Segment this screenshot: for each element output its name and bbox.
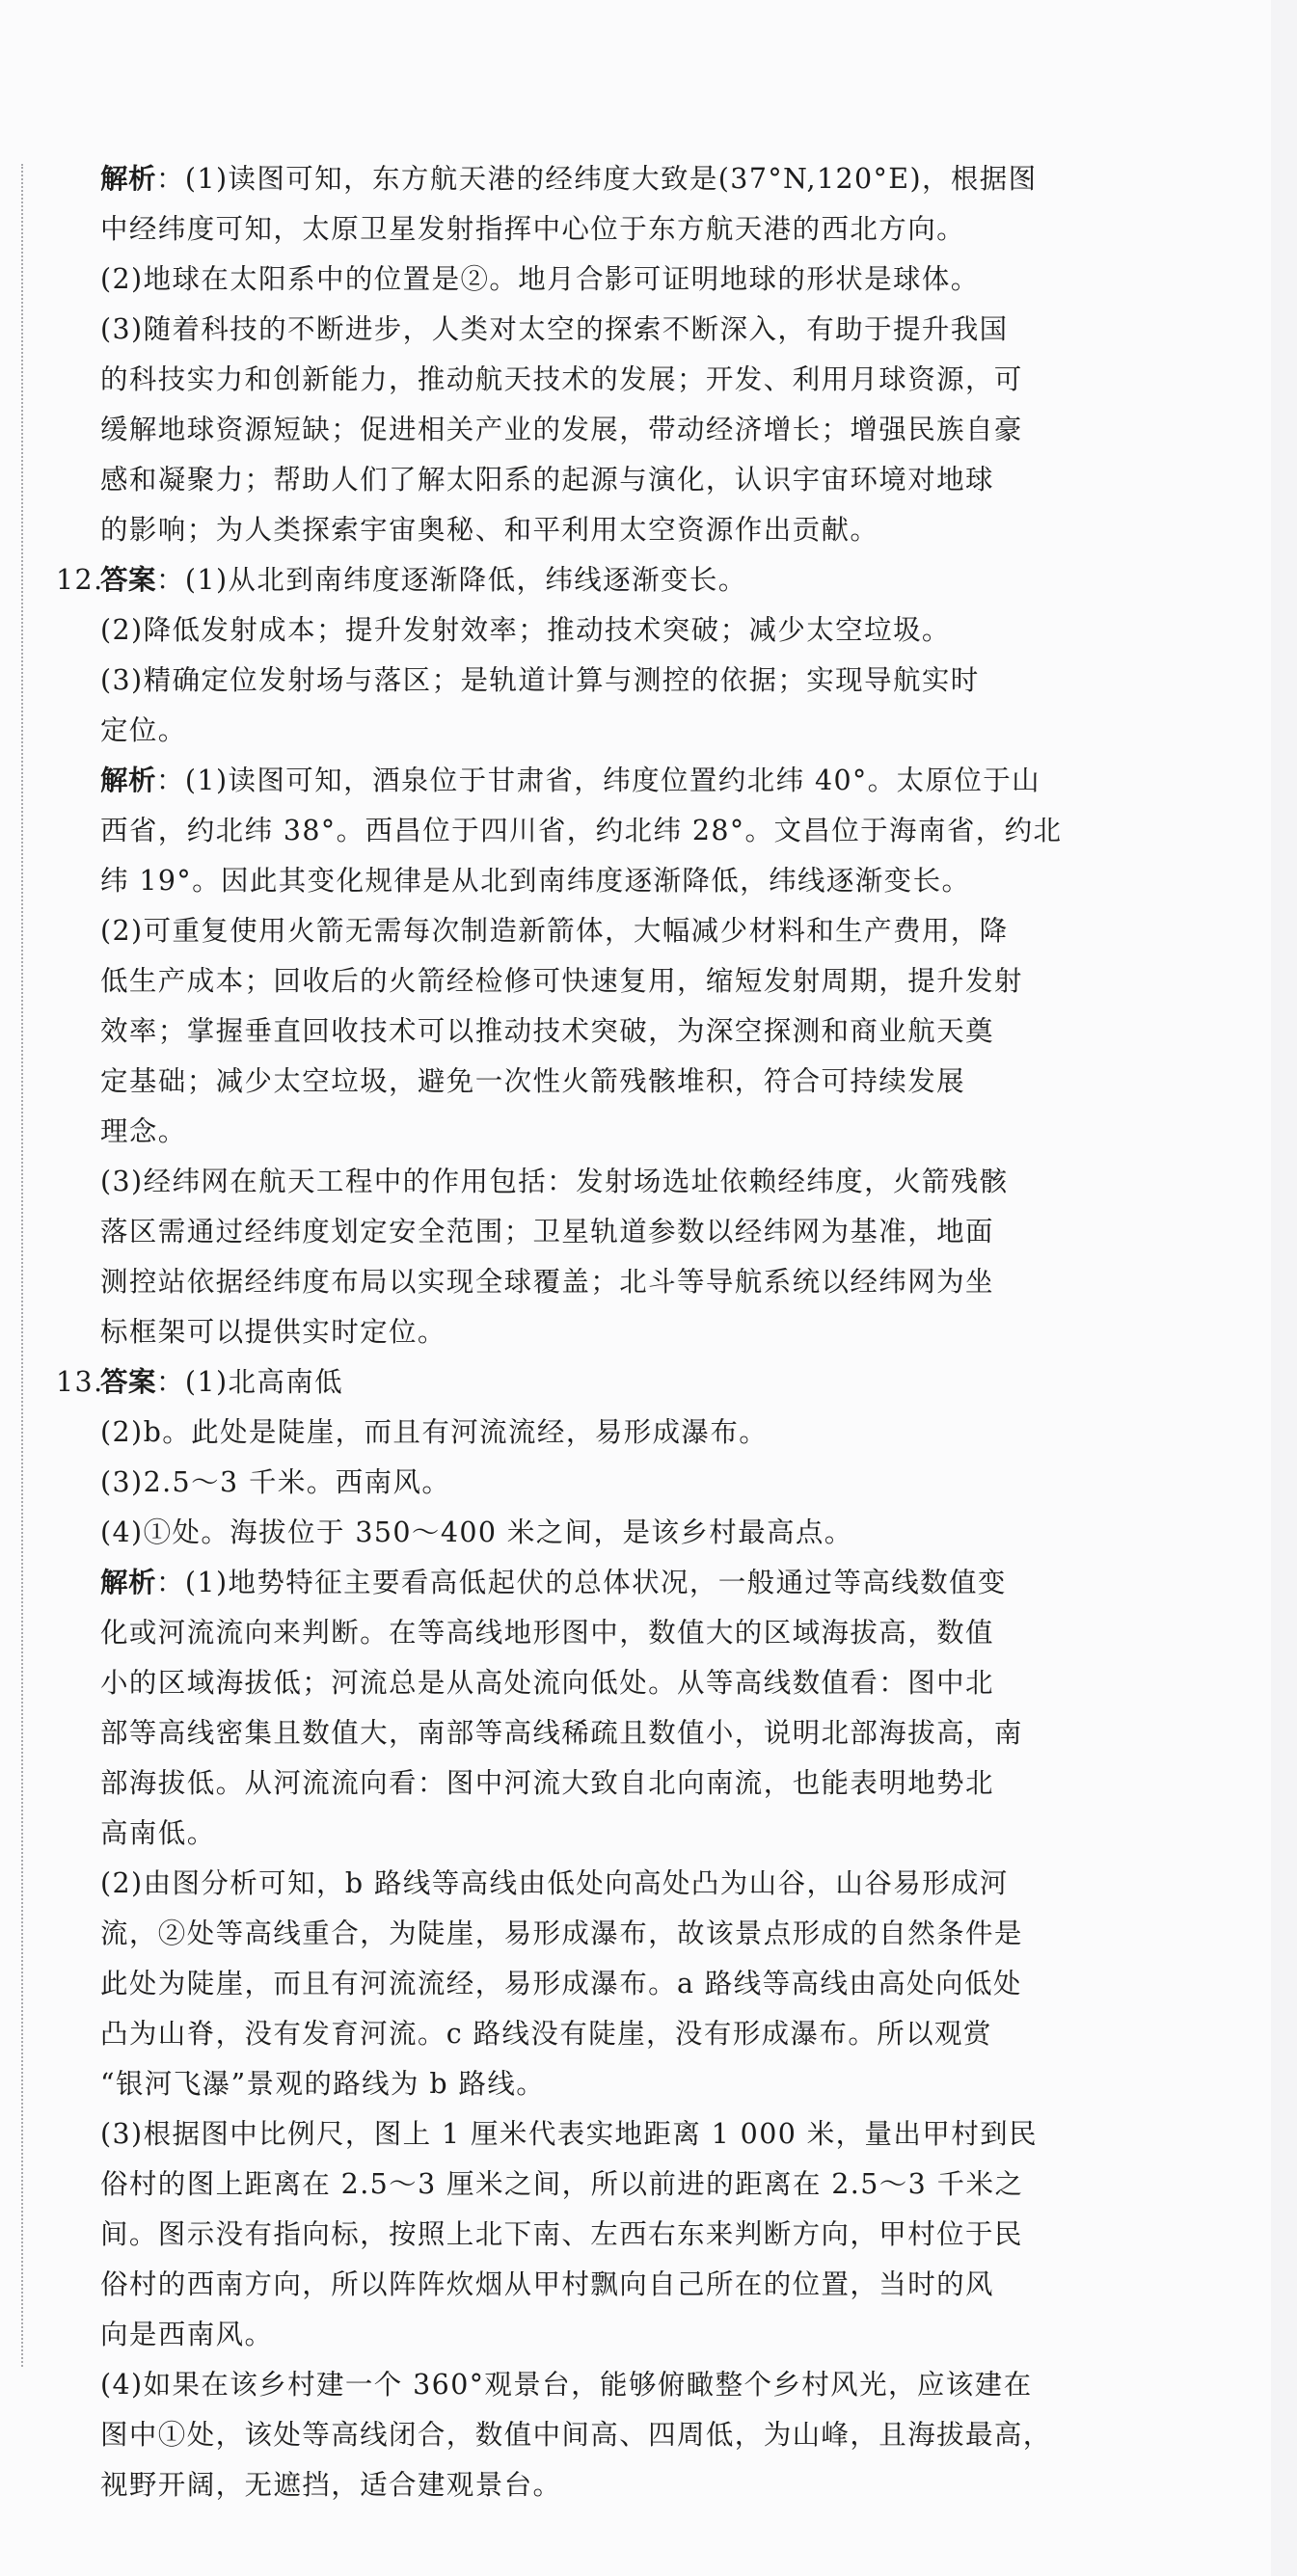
q13-analysis-line: “银河飞瀑”景观的路线为 b 路线。 — [100, 2068, 546, 2100]
q13-analysis-line: 俗村的图上距离在 2.5～3 厘米之间，所以前进的距离在 2.5～3 千米之 — [100, 2168, 1024, 2200]
question-number: 12. — [56, 564, 104, 596]
q12-analysis-line: 落区需通过经纬度划定安全范围；卫星轨道参数以经纬网为基准，地面 — [100, 1216, 994, 1248]
q13-analysis-line: 小的区域海拔低；河流总是从高处流向低处。从等高线数值看：图中北 — [100, 1667, 994, 1699]
answer-label: 答案 — [100, 1366, 157, 1398]
q11-analysis-line: (3)随着科技的不断进步，人类对太空的探索不断深入，有助于提升我国 — [100, 313, 1009, 345]
q13-analysis-line: 部海拔低。从河流流向看：图中河流大致自北向南流，也能表明地势北 — [100, 1767, 994, 1799]
document-body — [56, 152, 1107, 2510]
q11-analysis-line: (2)地球在太阳系中的位置是②。地月合影可证明地球的形状是球体。 — [100, 263, 980, 295]
q12-analysis-line: 效率；掌握垂直回收技术可以推动技术突破，为深空探测和商业航天奠 — [100, 1015, 994, 1047]
q13-analysis-line: 流，②处等高线重合，为陡崖，易形成瀑布，故该景点形成的自然条件是 — [100, 1918, 1023, 1949]
q13-analysis-line: 俗村的西南方向，所以阵阵炊烟从甲村飘向自己所在的位置，当时的风 — [100, 2268, 994, 2300]
q13-analysis-line: 化或河流流向来判断。在等高线地形图中，数值大的区域海拔高，数值 — [100, 1617, 994, 1649]
q12-analysis-line: 定基础；减少太空垃圾，避免一次性火箭残骸堆积，符合可持续发展 — [100, 1065, 966, 1097]
q13-analysis-line: (2)由图分析可知，b 路线等高线由低处向高处凸为山谷，山谷易形成河 — [100, 1867, 1009, 1899]
q12-analysis-line: 测控站依据经纬度布局以实现全球覆盖；北斗等导航系统以经纬网为坐 — [100, 1266, 994, 1298]
binding-margin-line — [21, 164, 23, 2367]
q13-analysis-line: 高南低。 — [100, 1817, 216, 1849]
q11-analysis-line: 解析：(1)读图可知，东方航天港的经纬度大致是(37°N,120°E)，根据图 — [100, 163, 1038, 195]
q12-analysis-line: 标框架可以提供实时定位。 — [100, 1316, 446, 1348]
q11-analysis-line: 的影响；为人类探索宇宙奥秘、和平利用太空资源作出贡献。 — [100, 514, 879, 546]
q12-analysis-line: 西省，约北纬 38°。西昌位于四川省，约北纬 28°。文昌位于海南省，约北 — [100, 815, 1063, 846]
q12-answer-line: 12.答案：(1)从北到南纬度逐渐降低，纬线逐渐变长。 — [56, 555, 1107, 605]
q11-analysis-line: 中经纬度可知，太原卫星发射指挥中心位于东方航天港的西北方向。 — [100, 213, 966, 245]
q12-analysis-line: 解析：(1)读图可知，酒泉位于甘肃省，纬度位置约北纬 40°。太原位于山 — [100, 765, 1041, 796]
analysis-label: 解析 — [100, 1567, 157, 1598]
q11-analysis-line: 感和凝聚力；帮助人们了解太阳系的起源与演化，认识宇宙环境对地球 — [100, 464, 994, 496]
q13-answer-line: (3)2.5～3 千米。西南风。 — [100, 1466, 451, 1498]
q13-analysis-line: 凸为山脊，没有发育河流。c 路线没有陡崖，没有形成瀑布。所以观赏 — [100, 2018, 992, 2050]
q12-analysis-line: 纬 19°。因此其变化规律是从北到南纬度逐渐降低，纬线逐渐变长。 — [100, 865, 971, 897]
q12-answer-line: (2)降低发射成本；提升发射效率；推动技术突破；减少太空垃圾。 — [100, 614, 951, 646]
q12-answer-line: (3)精确定位发射场与落区；是轨道计算与测控的依据；实现导航实时 — [100, 664, 980, 696]
q12-analysis-line: 低生产成本；回收后的火箭经检修可快速复用，缩短发射周期，提升发射 — [100, 965, 1023, 997]
q12-answer-line: 定位。 — [100, 714, 187, 746]
q11-analysis-line: 的科技实力和创新能力，推动航天技术的发展；开发、利用月球资源，可 — [100, 363, 1023, 395]
q13-analysis-line: 视野开阔，无遮挡，适合建观景台。 — [100, 2469, 562, 2501]
q12-analysis-line: (3)经纬网在航天工程中的作用包括：发射场选址依赖经纬度，火箭残骸 — [100, 1166, 1009, 1197]
q11-analysis-line: 缓解地球资源短缺；促进相关产业的发展，带动经济增长；增强民族自豪 — [100, 414, 1023, 445]
q13-answer-line: 13.答案：(1)北高南低 — [56, 1357, 1107, 1408]
answer-label: 答案 — [100, 564, 157, 596]
question-number: 13. — [56, 1366, 104, 1398]
q12-analysis-line: (2)可重复使用火箭无需每次制造新箭体，大幅减少材料和生产费用，降 — [100, 915, 1009, 947]
q12-analysis-line: 理念。 — [100, 1115, 187, 1147]
q13-analysis-line: 向是西南风。 — [100, 2319, 274, 2350]
q13-analysis-line: 间。图示没有指向标，按照上北下南、左西右东来判断方向，甲村位于民 — [100, 2218, 1023, 2250]
q13-analysis-line: (4)如果在该乡村建一个 360°观景台，能够俯瞰整个乡村风光，应该建在 — [100, 2369, 1033, 2401]
q13-analysis-line: 部等高线密集且数值大，南部等高线稀疏且数值小，说明北部海拔高，南 — [100, 1717, 1023, 1749]
analysis-label: 解析 — [100, 765, 157, 796]
q13-analysis-line: 解析：(1)地势特征主要看高低起伏的总体状况，一般通过等高线数值变 — [100, 1567, 1007, 1598]
q13-analysis-line: (3)根据图中比例尺，图上 1 厘米代表实地距离 1 000 米，量出甲村到民 — [100, 2118, 1038, 2150]
q13-answer-line: (4)①处。海拔位于 350～400 米之间，是该乡村最高点。 — [100, 1516, 853, 1548]
analysis-label: 解析 — [100, 163, 157, 195]
q13-analysis-line: 此处为陡崖，而且有河流流经，易形成瀑布。a 路线等高线由高处向低处 — [100, 1968, 1022, 1999]
q13-analysis-line: 图中①处，该处等高线闭合，数值中间高、四周低，为山峰，且海拔最高， — [100, 2419, 1052, 2451]
q13-answer-line: (2)b。此处是陡崖，而且有河流流经，易形成瀑布。 — [100, 1416, 769, 1448]
